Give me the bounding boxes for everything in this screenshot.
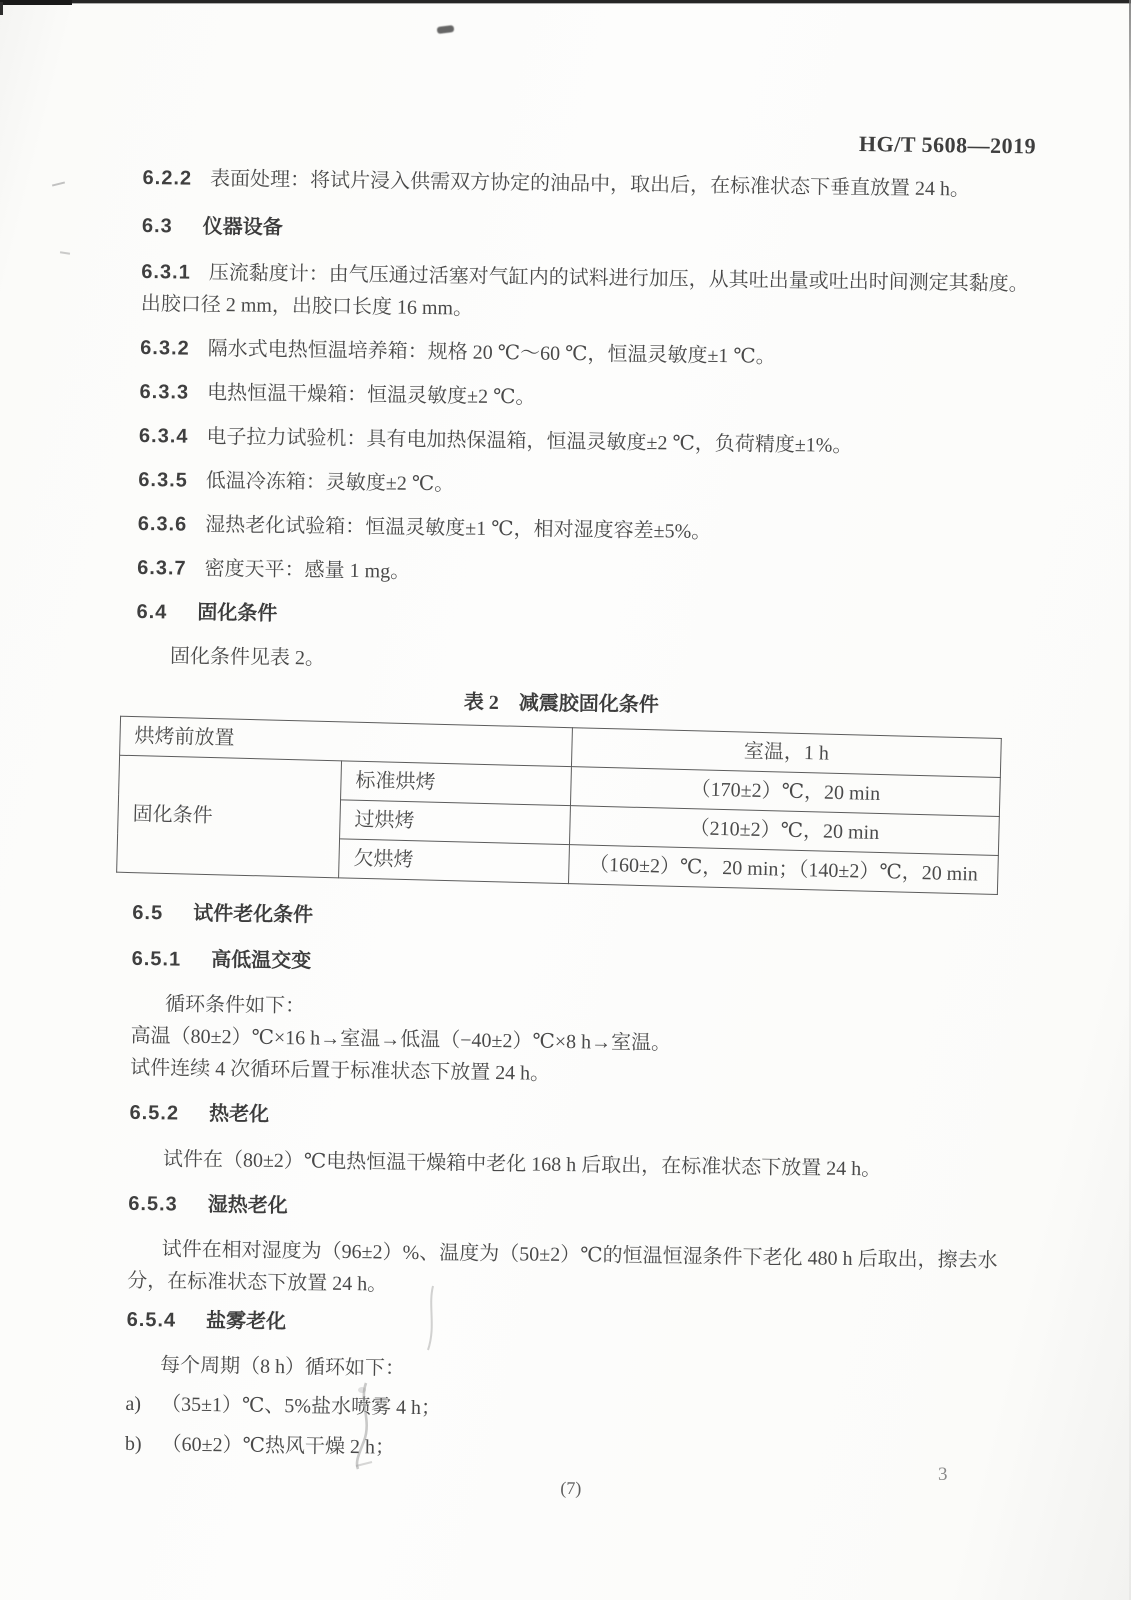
clause-number: 6.3.1 <box>141 260 191 284</box>
bake-type-cell: 过烘烤 <box>340 800 571 845</box>
paragraph-salt-spray-intro: 每个周期（8 h）循环如下： <box>159 1354 406 1380</box>
clause-number: 6.2.2 <box>142 166 193 190</box>
clause-number: 6.3.6 <box>137 512 188 536</box>
clause-number: 6.3.3 <box>139 380 190 404</box>
heading-number: 6.3 <box>141 214 173 238</box>
list-text: （60±2）℃热风干燥 2 h； <box>161 1433 396 1459</box>
heading-6-5 <box>132 897 1025 941</box>
paragraph-cycle-intro: 循环条件如下： <box>164 993 306 1018</box>
heading-text: 湿热老化 <box>207 1194 288 1218</box>
clause-6-3-1 <box>141 256 1035 332</box>
list-item-a <box>125 1388 1018 1432</box>
clause-6-3-5 <box>138 464 1031 508</box>
clause-number: 6.3.5 <box>138 468 189 492</box>
scan-top-left-edge <box>0 0 72 5</box>
bake-type-cell: 标准烘烤 <box>341 761 572 806</box>
heading-text: 盐雾老化 <box>205 1309 287 1334</box>
scan-left-nub <box>0 2 3 15</box>
heading-6-5-1 <box>131 943 1024 987</box>
heading-text: 固化条件 <box>197 601 278 625</box>
clause-text: 隔水式电热恒温培养箱：规格 20 ℃～60 ℃，恒温灵敏度±1 ℃。 <box>207 337 776 368</box>
paragraph-damp-heat-aging: 试件在相对湿度为（96±2）%、温度为（50±2）℃的恒温恒湿条件下老化 480 h 后取出，擦去水分，在标准状态下放置 24 h。 <box>127 1238 998 1296</box>
clause-number: 6.3.2 <box>140 336 190 360</box>
clause-text: 表面处理：将试片浸入供需双方协定的油品中，取出后，在标准状态下垂直放置 24 h。 <box>209 167 971 201</box>
clause-6-2-2 <box>142 162 1035 206</box>
paragraph-heat-aging: 试件在（80±2）℃电热恒温干燥箱中老化 168 h 后取出，在标准状态下放置 24 h。 <box>162 1148 882 1181</box>
heading-text: 热老化 <box>208 1103 270 1126</box>
paragraph-cycle-rest: 试件连续 4 次循环后置于标准状态下放置 24 h。 <box>130 1056 551 1085</box>
heading-number: 6.4 <box>136 600 168 624</box>
pre-bake-value-cell: 室温，1 h <box>571 728 1001 778</box>
table-2-cure-conditions <box>116 716 1002 895</box>
clause-text: 密度天平：感量 1 mg。 <box>204 557 411 583</box>
heading-number: 6.5 <box>132 901 164 925</box>
paragraph-cycle-sequence: 高温（80±2）℃×16 h→室温→低温（−40±2）℃×8 h→室温。 <box>130 1024 672 1055</box>
scan-top-edge-shadow <box>0 3 1131 4</box>
clause-6-3-2 <box>140 332 1033 376</box>
bake-value-cell: （210±2）℃，20 min <box>569 806 999 856</box>
clause-text: 低温冷冻箱：灵敏度±2 ℃。 <box>205 469 455 496</box>
paragraph-see-table-2: 固化条件见表 2。 <box>169 645 326 670</box>
clause-text: 湿热老化试验箱：恒温灵敏度±1 ℃，相对湿度容差±5%。 <box>205 513 712 543</box>
heading-text: 高低温交变 <box>211 949 312 973</box>
clause-text: 电子拉力试验机：具有电加热保温箱，恒温灵敏度±2 ℃，负荷精度±1%。 <box>206 425 853 457</box>
cure-label-cell: 固化条件 <box>117 755 342 878</box>
heading-text: 试件老化条件 <box>192 902 314 927</box>
clause-6-3-4 <box>139 420 1032 464</box>
list-marker: a) <box>125 1392 142 1416</box>
pre-bake-label-cell: 烘烤前放置 <box>120 716 573 766</box>
heading-number: 6.5.4 <box>126 1308 177 1332</box>
heading-number: 6.5.1 <box>131 947 182 971</box>
clause-6-3-3 <box>139 376 1032 420</box>
standard-code-header: HG/T 5608—2019 <box>858 130 1037 159</box>
clause-number: 6.3.4 <box>138 424 189 448</box>
list-text: （35±1）℃、5%盐水喷雾 4 h； <box>160 1393 442 1420</box>
footer-folio: (7) <box>560 1477 582 1499</box>
clause-6-3-7 <box>137 552 1030 596</box>
clause-text: 电热恒温干燥箱：恒温灵敏度±2 ℃。 <box>206 381 536 409</box>
heading-6-5-3 <box>128 1188 1021 1232</box>
clause-6-3-6 <box>138 508 1031 552</box>
list-marker: b) <box>124 1432 142 1456</box>
clause-text: 压流黏度计：由气压通过活塞对气缸内的试料进行加压，从其吐出量或吐出时间测定其黏度。出胶口径 2 mm，出胶口长度 16 mm。 <box>140 261 1029 320</box>
bake-value-cell: （160±2）℃，20 min；（140±2）℃，20 min <box>568 845 998 895</box>
heading-number: 6.5.2 <box>129 1101 180 1125</box>
heading-6-3 <box>142 210 1035 254</box>
bake-value-cell: （170±2）℃，20 min <box>570 767 1000 817</box>
heading-6-5-4 <box>126 1304 1019 1348</box>
heading-text: 仪器设备 <box>202 215 283 239</box>
table-2-caption: 表 2 减震胶固化条件 <box>463 691 659 717</box>
heading-6-4 <box>136 596 1029 640</box>
bake-type-cell: 欠烘烤 <box>339 839 570 884</box>
clause-number: 6.3.7 <box>137 556 187 580</box>
list-item-b <box>125 1428 1018 1472</box>
heading-number: 6.5.3 <box>128 1192 178 1216</box>
page-number: 3 <box>938 1464 948 1485</box>
heading-6-5-2 <box>129 1097 1022 1141</box>
